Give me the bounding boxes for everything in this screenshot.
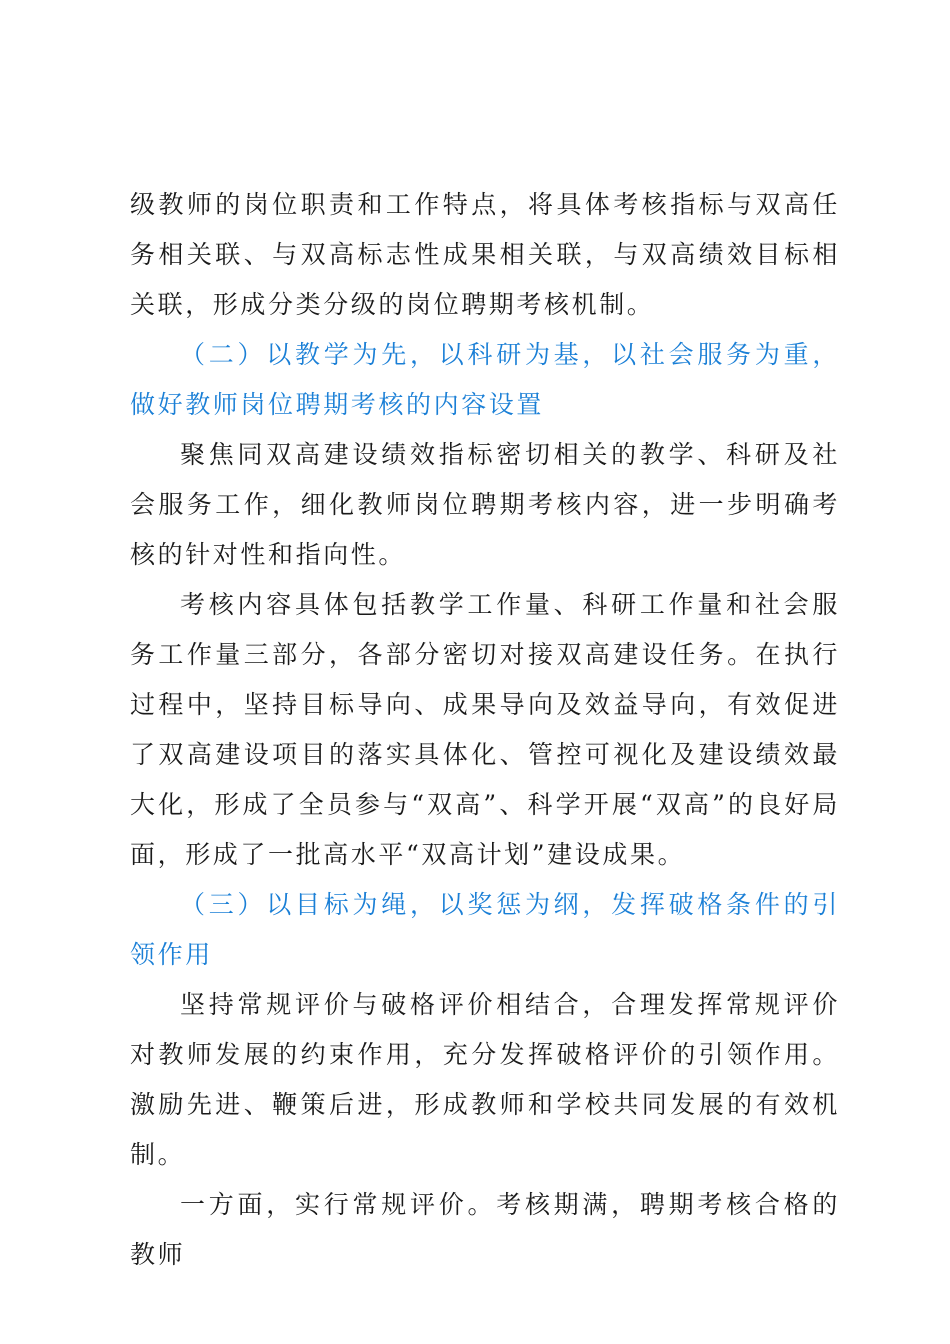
section-heading-3: （三）以目标为绳，以奖惩为纲，发挥破格条件的引领作用 (130, 890, 840, 969)
document-body (130, 180, 840, 1280)
section-heading-2: （二）以教学为先，以科研为基，以社会服务为重，做好教师岗位聘期考核的内容设置 (130, 340, 840, 419)
paragraph-focus: 聚焦同双高建设绩效指标密切相关的教学、科研及社会服务工作，细化教师岗位聘期考核内容，进一步明确考核的针对性和指向性。 (130, 440, 840, 569)
paragraph-continuation: 级教师的岗位职责和工作特点，将具体考核指标与双高任务相关联、与双高标志性成果相关联，与双高绩效目标相关联，形成分类分级的岗位聘期考核机制。 (130, 190, 840, 319)
paragraph-assessment-content: 考核内容具体包括教学工作量、科研工作量和社会服务工作量三部分，各部分密切对接双高建设任务。在执行过程中，坚持目标导向、成果导向及效益导向，有效促进了双高建设项目的落实具体化、管控可视化及建设绩效最大化，形成了全员参与“双高”、科学开展“双高”的良好局面，形成了一批高水平“双高计划”建设成果。 (130, 590, 840, 869)
paragraph-regular-evaluation: 一方面，实行常规评价。考核期满，聘期考核合格的教师 (130, 1190, 840, 1269)
paragraph-evaluation: 坚持常规评价与破格评价相结合，合理发挥常规评价对教师发展的约束作用，充分发挥破格评价的引领作用。激励先进、鞭策后进，形成教师和学校共同发展的有效机制。 (130, 990, 840, 1169)
